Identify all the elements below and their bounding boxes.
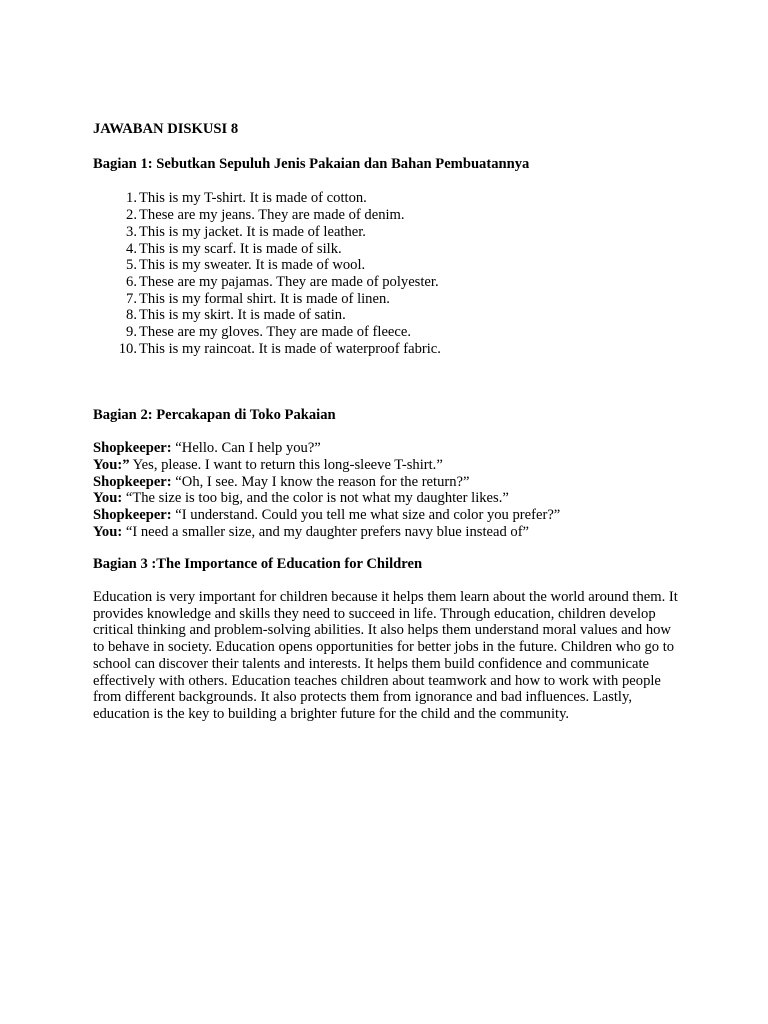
list-item	[93, 190, 683, 207]
dialogue-text: “Oh, I see. May I know the reason for the return?”	[171, 473, 470, 490]
list-text: This is my formal shirt. It is made of linen.	[139, 290, 390, 307]
list-text: This is my scarf. It is made of silk.	[139, 240, 342, 257]
list-text: This is my skirt. It is made of satin.	[139, 307, 346, 324]
list-item	[93, 291, 683, 308]
dialogue-text: “Hello. Can I help you?”	[171, 440, 321, 457]
clothing-list	[93, 190, 683, 357]
dialogue-text: “I need a smaller size, and my daughter prefers navy blue instead of”	[122, 523, 530, 540]
list-text: These are my pajamas. They are made of polyester.	[139, 273, 439, 290]
dialogue-text: “I understand. Could you tell me what size and color you prefer?”	[171, 506, 561, 523]
part1-heading: Bagian 1: Sebutkan Sepuluh Jenis Pakaian dan Bahan Pembuatannya	[93, 155, 530, 172]
list-text: This is my jacket. It is made of leather.	[139, 223, 366, 240]
list-item	[93, 274, 683, 291]
speaker-label: You:	[93, 490, 123, 507]
part2-heading: Bagian 2: Percakapan di Toko Pakaian	[93, 407, 336, 424]
list-number: 6.	[126, 273, 137, 290]
document-title: JAWABAN DISKUSI 8	[93, 121, 239, 137]
speaker-label: Shopkeeper:	[93, 440, 172, 457]
list-number: 4.	[126, 240, 137, 257]
speaker-label: Shopkeeper:	[93, 506, 172, 523]
list-item	[93, 241, 683, 258]
dialogue-line	[93, 490, 683, 507]
document-body	[93, 121, 683, 737]
list-number: 5.	[126, 257, 137, 274]
list-item	[93, 224, 683, 241]
speaker-label: You:”	[93, 456, 130, 473]
dialogue-line	[93, 457, 683, 474]
dialogue-text: Yes, please. I want to return this long-sleeve T-shirt.”	[129, 456, 443, 473]
list-number: 9.	[126, 324, 137, 341]
list-text: These are my jeans. They are made of denim.	[139, 207, 405, 224]
dialogue-text: “The size is too big, and the color is not what my daughter likes.”	[122, 490, 509, 507]
list-item	[93, 324, 683, 341]
list-number: 1.	[126, 190, 137, 207]
list-text: This is my T-shirt. It is made of cotton.	[139, 190, 367, 207]
speaker-label: You:	[93, 523, 123, 540]
dialogue-line	[93, 507, 683, 524]
list-number: 3.	[126, 223, 137, 240]
dialogue-line	[93, 524, 683, 541]
list-number: 2.	[126, 207, 137, 224]
spacer	[93, 357, 683, 407]
spacer	[93, 540, 683, 556]
list-item	[93, 207, 683, 224]
essay-paragraph: Education is very important for children because it helps them learn about the world around them. It provides knowledge and skills they need to succeed in life. Through education, children develop critical thinking and problem-solving abilities. It also helps them understand moral values and how to behave in society. Education opens opportunities for better jobs in the future. Children who go to school can discover their talents and interests. It helps them build confidence and communicate effectively with others. Education teaches children about teamwork and how to work with people from different backgrounds. It also protects them from ignorance and bad influences. Lastly, education is the key to building a brighter future for the child and the community.	[93, 589, 678, 722]
list-item	[93, 307, 683, 324]
list-text: This is my sweater. It is made of wool.	[139, 257, 366, 274]
part3-heading: Bagian 3 :The Importance of Education for Children	[93, 556, 423, 573]
list-item	[93, 341, 683, 358]
list-number: 7.	[126, 290, 137, 307]
dialogue	[93, 440, 683, 540]
list-number: 10.	[118, 340, 137, 357]
list-text: This is my raincoat. It is made of waterproof fabric.	[139, 340, 441, 357]
dialogue-line	[93, 440, 683, 457]
speaker-label: Shopkeeper:	[93, 473, 172, 490]
list-item	[93, 257, 683, 274]
list-text: These are my gloves. They are made of fleece.	[139, 324, 412, 341]
list-number: 8.	[126, 307, 137, 324]
dialogue-line	[93, 474, 683, 491]
